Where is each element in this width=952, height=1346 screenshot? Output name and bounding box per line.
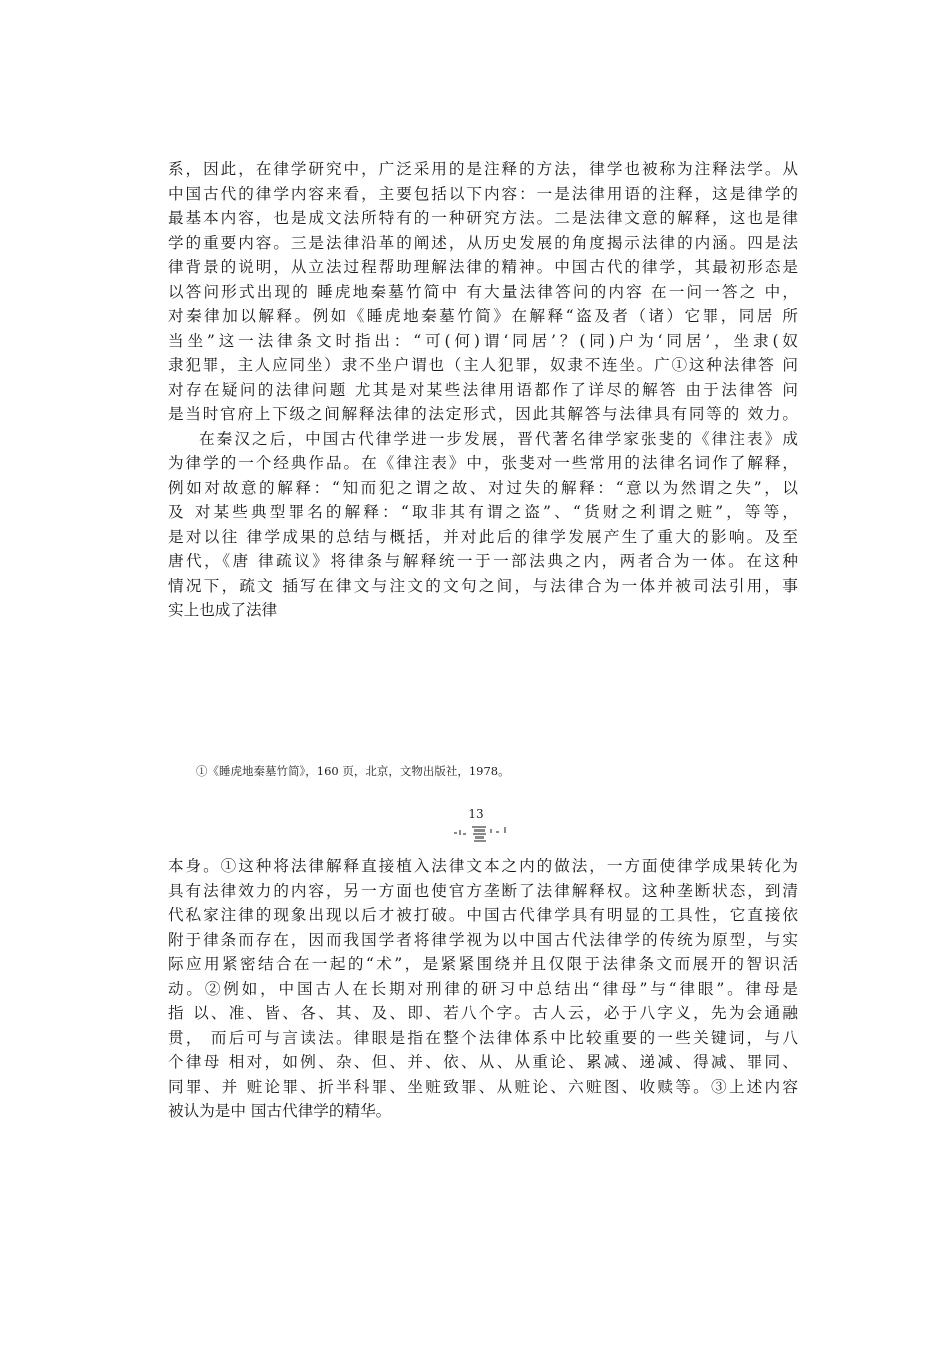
text-line: 学的重要内容。三是法律沿革的阐述，从历史发展的角度揭示法律的内涵。四是法	[168, 233, 798, 252]
text-line: 例如对故意的解释：“知而犯之谓之故、对过失的解释：“意以为然谓之失”，以	[168, 478, 798, 497]
text-line: 系，因此，在律学研究中，广泛采用的是注释的方法，律学也被称为注释法学。从	[168, 160, 798, 178]
text-line: 实上也成了法律	[168, 601, 278, 619]
body-text-bottom	[168, 854, 798, 1124]
text-line: 为律学的一个经典作品。在《律注表》中，张斐对一些常用的法律名词作了解释，	[168, 454, 798, 472]
text-line: 隶犯罪，主人应同坐）隶不坐户谓也（主人犯罪，奴隶不连坐。广①这种法律答 问	[168, 356, 798, 374]
text-line: 是当时官府上下级之间解释法律的法定形式，因此其解答与法律具有同等的 效力。	[168, 405, 798, 423]
scan-artifact-mark	[452, 823, 512, 845]
text-line: 当坐”这一法律条文时指出：“可(何)谓‘同居’？(同)户为‘同居’，坐隶(奴	[168, 331, 798, 350]
text-line: 以答问形式出现的 睡虎地秦墓竹简中 有大量法律答问的内容 在一问一答之 中，	[168, 282, 798, 301]
text-line: 是对以往 律学成果的总结与概括，并对此后的律学发展产生了重大的影响。及至	[168, 527, 798, 546]
text-line: 情况下，疏文 插写在律文与注文的文句之间，与法律合为一体并被司法引用，事	[168, 576, 798, 595]
text-line: 同罪、并 赃论罪、折半科罪、坐赃致罪、从赃论、六赃图、收赎等。③上述内容	[168, 1077, 798, 1096]
text-line: 代私家注律的现象出现以后才被打破。中国古代律学具有明显的工具性，它直接依	[168, 906, 798, 924]
text-line: 贯， 而后可与言读法。律眼是指在整个法律体系中比较重要的一些关键词，与八	[168, 1028, 798, 1047]
text-line: 附于律条而存在，因而我国学者将律学视为以中国古代法律学的传统为原型，与实	[168, 930, 798, 949]
text-line: 指 以、准、皆、各、其、及、即、若八个字。古人云，必于八字义，先为会通融	[168, 1004, 798, 1022]
text-line: 中国古代的律学内容来看，主要包括以下内容：一是法律用语的注释，这是律学的	[168, 184, 798, 203]
paragraph-start-line: 在秦汉之后，中国古代律学进一步发展，晋代著名律学家张斐的《律注表》成	[199, 429, 798, 448]
text-line: 被认为是中 国古代律学的精华。	[168, 1102, 392, 1120]
page-number: 13	[468, 807, 484, 821]
text-line: 对秦律加以解释。例如《睡虎地秦墓竹简》在解释“盗及者（诸）它罪，同居 所	[168, 307, 798, 325]
text-line: 唐代，《唐 律疏议》将律条与解释统一于一部法典之内，两者合为一体。在这种	[168, 552, 798, 570]
text-line: 最基本内容，也是成文法所特有的一种研究方法。二是法律文意的解释，这也是律	[168, 209, 798, 227]
text-line: 际应用紧密结合在一起的“术”，是紧紧围绕并且仅限于法律条文而展开的智识活	[168, 955, 798, 973]
text-line: 具有法律效力的内容，另一方面也使官方垄断了法律解释权。这种垄断状态，到清	[168, 881, 798, 900]
text-line: 及 对某些典型罪名的解释：“取非其有谓之盗”、“货财之利谓之赃”，等等，	[168, 503, 798, 521]
text-line: 对存在疑问的法律问题 尤其是对某些法律用语都作了详尽的解答 由于法律答 问	[168, 380, 798, 399]
text-line: 个律母 相对，如例、杂、但、并、依、从、从重论、累减、递减、得减、罪同、	[168, 1053, 798, 1071]
text-line: 律背景的说明，从立法过程帮助理解法律的精神。中国古代的律学，其最初形态是	[168, 258, 798, 276]
text-line: 本身。①这种将法律解释直接植入法律文本之内的做法，一方面使律学成果转化为	[168, 857, 798, 875]
text-line: 动。②例如，中国古人在长期对刑律的研习中总结出“律母”与“律眼”。律母是	[168, 979, 798, 998]
body-text-top	[168, 157, 798, 623]
footnote: ①《睡虎地秦墓竹简》，160 页，北京，文物出版社，1978。	[196, 764, 510, 778]
